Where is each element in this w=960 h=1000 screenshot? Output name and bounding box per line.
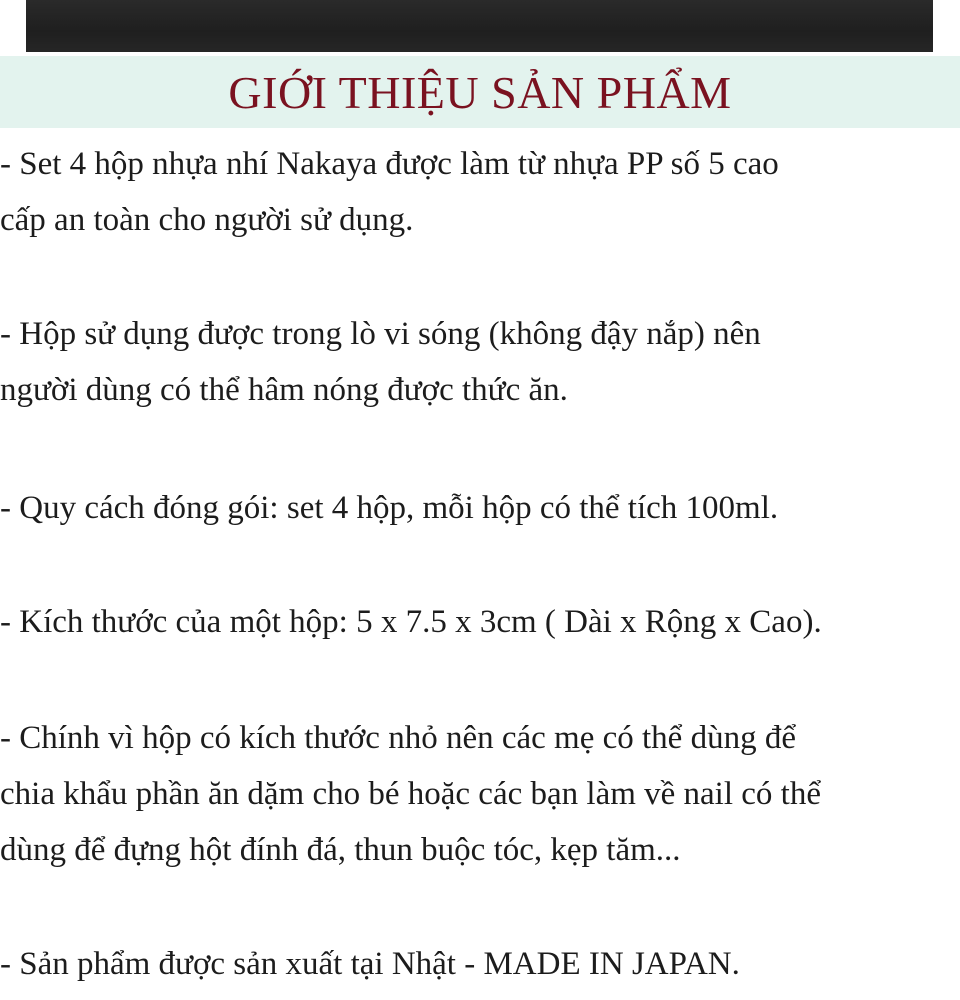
description-line: cấp an toàn cho người sử dụng. — [0, 202, 414, 238]
description-paragraph — [0, 594, 960, 650]
description-line: - Kích thước của một hộp: 5 x 7.5 x 3cm ( Dài x Rộng x Cao). — [0, 604, 822, 640]
description-paragraph — [0, 710, 960, 878]
description-line: - Hộp sử dụng được trong lò vi sóng (không đậy nắp) nên — [0, 316, 761, 352]
description-paragraph — [0, 480, 960, 536]
description-line: dùng để đựng hột đính đá, thun buộc tóc, kẹp tăm... — [0, 832, 681, 868]
description-paragraph — [0, 936, 960, 992]
description-line: - Sản phẩm được sản xuất tại Nhật - MADE IN JAPAN. — [0, 946, 740, 982]
description-paragraph — [0, 306, 960, 418]
description-line: chia khẩu phần ăn dặm cho bé hoặc các bạn làm về nail có thể — [0, 776, 821, 812]
description-line: người dùng có thể hâm nóng được thức ăn. — [0, 372, 568, 408]
section-title: GIỚI THIỆU SẢN PHẨM — [228, 66, 732, 118]
section-header — [0, 56, 960, 128]
description-line: - Set 4 hộp nhựa nhí Nakaya được làm từ nhựa PP số 5 cao — [0, 146, 779, 182]
description-line: - Chính vì hộp có kích thước nhỏ nên các mẹ có thể dùng để — [0, 720, 796, 756]
description-paragraph — [0, 136, 960, 248]
description-line: - Quy cách đóng gói: set 4 hộp, mỗi hộp có thể tích 100ml. — [0, 490, 779, 526]
product-photo-bottom-edge — [26, 0, 933, 52]
